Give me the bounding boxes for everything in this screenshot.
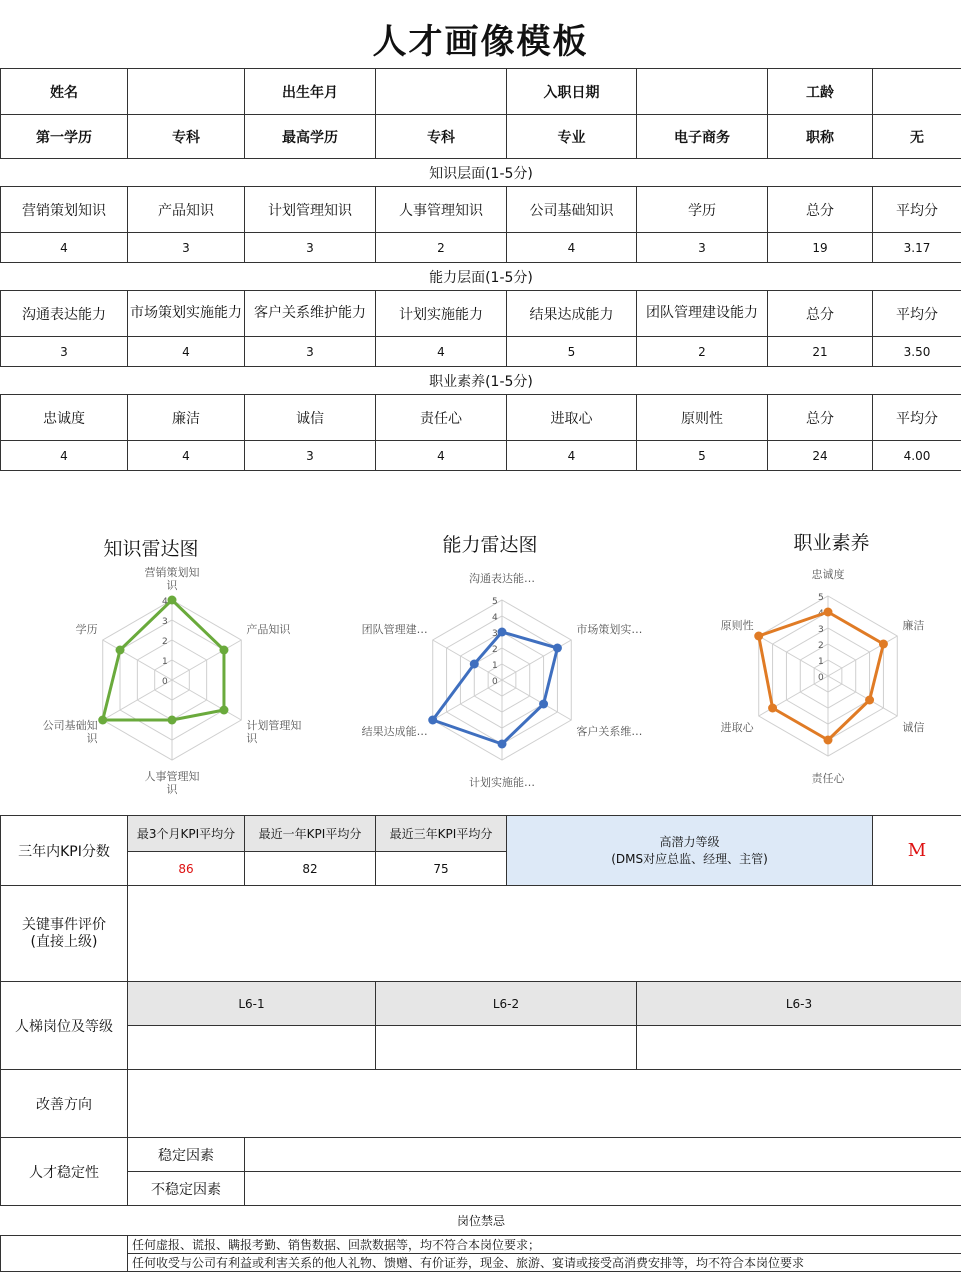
key-events-label (1, 886, 128, 982)
key-events-label-line2: (直接上级) (30, 933, 98, 950)
score-value[interactable]: 2 (637, 337, 768, 367)
column-header: 进取心 (507, 395, 637, 441)
field-value[interactable] (873, 69, 961, 115)
category-label: 诚信 (902, 721, 925, 734)
data-point (470, 660, 479, 669)
column-header: 忠诚度 (1, 395, 128, 441)
category-label: 客户关系维… (576, 725, 643, 738)
column-header: 廉洁 (128, 395, 245, 441)
field-value[interactable]: 电子商务 (637, 115, 768, 159)
field-label: 最高学历 (245, 115, 376, 159)
tick-label: 5 (492, 597, 498, 607)
score-value[interactable]: 3 (245, 337, 376, 367)
tick-label: 3 (818, 625, 824, 635)
category-label: 原则性 (720, 619, 754, 632)
category-label: 人事管理知识 (144, 770, 200, 796)
score-value[interactable]: 3.17 (873, 233, 961, 263)
tick-label: 1 (492, 661, 498, 671)
tick-label: 0 (492, 677, 498, 687)
field-label: 工龄 (768, 69, 873, 115)
section-header-row (1, 395, 961, 441)
ladder-field-1[interactable] (128, 1026, 376, 1070)
column-header: 市场策划实施能力 (128, 291, 245, 337)
ability-radar-chart (330, 510, 670, 805)
score-value[interactable]: 3 (245, 441, 376, 471)
score-value[interactable]: 4 (1, 233, 128, 263)
score-value[interactable]: 4 (507, 441, 637, 471)
score-value[interactable]: 3 (1, 337, 128, 367)
column-header: 总分 (768, 291, 873, 337)
tick-label: 0 (162, 677, 168, 687)
section-value-row (1, 441, 961, 471)
field-value[interactable] (376, 69, 507, 115)
field-label: 专业 (507, 115, 637, 159)
improve-field[interactable] (128, 1070, 961, 1138)
score-value[interactable]: 21 (768, 337, 873, 367)
kpi-value-3y: 75 (376, 852, 507, 886)
taboo-item-2: 任何收受与公司有利益或利害关系的他人礼物、馈赠、有价证券，现金、旅游、宴请或接受高消费安排等，均不符合本岗位要求 (128, 1254, 961, 1272)
score-value[interactable]: 4 (376, 441, 507, 471)
basic-info-row (1, 69, 961, 115)
stability-label: 人才稳定性 (1, 1138, 128, 1206)
score-value[interactable]: 5 (637, 441, 768, 471)
taboo-item-1: 任何虚报、谎报、瞒报考勤、销售数据、回款数据等，均不符合本岗位要求； (128, 1236, 961, 1254)
ladder-level-2: L6-2 (376, 982, 637, 1026)
radar-charts (0, 510, 961, 805)
tick-label: 4 (162, 597, 168, 607)
category-label: 公司基础知识 (42, 719, 98, 745)
tick-label: 2 (162, 637, 168, 647)
score-value[interactable]: 4 (128, 337, 245, 367)
tick-label: 2 (492, 645, 498, 655)
score-value[interactable]: 3.50 (873, 337, 961, 367)
data-point (768, 704, 777, 713)
chart-title: 能力雷达图 (442, 534, 538, 556)
kpi-label: 三年内KPI分数 (1, 816, 128, 886)
tick-label: 1 (818, 657, 824, 667)
data-point (754, 632, 763, 641)
page-title: 人才画像模板 (372, 22, 589, 62)
category-label: 学历 (75, 623, 98, 636)
column-header: 计划实施能力 (376, 291, 507, 337)
stable-factor-field[interactable] (245, 1138, 961, 1172)
tick-label: 0 (818, 673, 824, 683)
key-events-label-line1: 关键事件评价 (22, 916, 106, 933)
field-label: 姓名 (1, 69, 128, 115)
kpi-header-3m: 最3个月KPI平均分 (128, 816, 245, 852)
column-header: 客户关系维护能力 (245, 291, 376, 337)
section-header-row (1, 291, 961, 337)
ladder-level-1: L6-1 (128, 982, 376, 1026)
field-value[interactable]: 专科 (376, 115, 507, 159)
column-header: 总分 (768, 395, 873, 441)
field-label: 入职日期 (507, 69, 637, 115)
ladder-field-2[interactable] (376, 1026, 637, 1070)
field-label: 出生年月 (245, 69, 376, 115)
section-title: 职业素养(1-5分) (1, 367, 961, 395)
data-point (498, 628, 507, 637)
category-label: 计划管理知识 (246, 719, 302, 745)
professional-radar-chart (670, 510, 961, 805)
field-value[interactable]: 专科 (128, 115, 245, 159)
potential-value: M (873, 816, 961, 886)
category-label: 营销策划知识 (144, 566, 200, 592)
field-label: 职称 (768, 115, 873, 159)
ladder-field-3[interactable] (637, 1026, 961, 1070)
unstable-factor-label: 不稳定因素 (128, 1172, 245, 1206)
tick-label: 3 (492, 629, 498, 639)
chart-title: 职业素养 (793, 532, 870, 554)
data-point (168, 596, 177, 605)
data-point (865, 696, 874, 705)
kpi-value-3m: 86 (128, 852, 245, 886)
column-header: 总分 (768, 187, 873, 233)
score-value[interactable]: 4 (1, 441, 128, 471)
taboo-label-cell (1, 1236, 128, 1272)
potential-note: (DMS对应总监、经理、主管) (611, 851, 768, 866)
data-point (219, 646, 228, 655)
data-point (824, 736, 833, 745)
column-header: 诚信 (245, 395, 376, 441)
score-value[interactable]: 4 (376, 337, 507, 367)
kpi-header-1y: 最近一年KPI平均分 (245, 816, 376, 852)
column-header: 责任心 (376, 395, 507, 441)
column-header: 公司基础知识 (507, 187, 637, 233)
data-point (553, 644, 562, 653)
score-value[interactable]: 3 (128, 233, 245, 263)
field-value[interactable] (637, 69, 768, 115)
taboo-title: 岗位禁忌 (1, 1206, 961, 1236)
category-label: 忠诚度 (811, 568, 845, 581)
score-value[interactable]: 3 (245, 233, 376, 263)
section-title-row (1, 367, 961, 395)
score-value[interactable]: 24 (768, 441, 873, 471)
column-header: 沟通表达能力 (1, 291, 128, 337)
stable-factor-label: 稳定因素 (128, 1138, 245, 1172)
category-label: 廉洁 (902, 619, 925, 632)
data-point (498, 740, 507, 749)
field-value[interactable]: 无 (873, 115, 961, 159)
data-point (219, 706, 228, 715)
column-header: 结果达成能力 (507, 291, 637, 337)
key-events-field[interactable] (128, 886, 961, 982)
score-value[interactable]: 4 (507, 233, 637, 263)
data-point (168, 716, 177, 725)
tick-label: 5 (818, 593, 824, 603)
potential-level-cell (507, 816, 873, 886)
score-value[interactable]: 19 (768, 233, 873, 263)
score-value[interactable]: 3 (637, 233, 768, 263)
section-title-row (1, 159, 961, 187)
data-point (879, 640, 888, 649)
ladder-level-3: L6-3 (637, 982, 961, 1026)
tick-label: 2 (818, 641, 824, 651)
category-label: 团队管理建… (361, 623, 428, 636)
column-header: 学历 (637, 187, 768, 233)
category-label: 进取心 (720, 721, 754, 734)
column-header: 原则性 (637, 395, 768, 441)
kpi-header-3y: 最近三年KPI平均分 (376, 816, 507, 852)
field-label: 第一学历 (1, 115, 128, 159)
category-label: 结果达成能… (361, 725, 428, 738)
section-value-row (1, 233, 961, 263)
unstable-factor-field[interactable] (245, 1172, 961, 1206)
category-label: 沟通表达能… (469, 572, 535, 585)
column-header: 平均分 (873, 395, 961, 441)
column-header: 平均分 (873, 291, 961, 337)
knowledge-radar-chart (0, 510, 330, 805)
category-label: 计划实施能… (469, 776, 535, 789)
column-header: 营销策划知识 (1, 187, 128, 233)
score-value[interactable]: 4.00 (873, 441, 961, 471)
section-header-row (1, 187, 961, 233)
column-header: 团队管理建设能力 (637, 291, 768, 337)
field-value[interactable] (128, 69, 245, 115)
column-header: 产品知识 (128, 187, 245, 233)
column-header: 计划管理知识 (245, 187, 376, 233)
score-value[interactable]: 4 (128, 441, 245, 471)
evaluation-table (0, 815, 961, 1272)
basic-info-row (1, 115, 961, 159)
tick-label: 3 (162, 617, 168, 627)
tick-label: 1 (162, 657, 168, 667)
score-value[interactable]: 2 (376, 233, 507, 263)
tick-label: 4 (492, 613, 498, 623)
category-label: 市场策划实… (576, 623, 643, 636)
kpi-value-1y: 82 (245, 852, 376, 886)
category-label: 责任心 (811, 772, 845, 785)
data-point (98, 716, 107, 725)
data-point (539, 700, 548, 709)
section-title-row (1, 263, 961, 291)
profile-table (0, 68, 961, 471)
data-point (428, 716, 437, 725)
data-point (116, 646, 125, 655)
ladder-label: 人梯岗位及等级 (1, 982, 128, 1070)
section-title: 能力层面(1-5分) (1, 263, 961, 291)
data-point (824, 608, 833, 617)
section-title: 知识层面(1-5分) (1, 159, 961, 187)
axis-spoke (502, 680, 571, 720)
column-header: 平均分 (873, 187, 961, 233)
section-value-row (1, 337, 961, 367)
chart-title: 知识雷达图 (103, 538, 199, 560)
tick-label: 4 (818, 609, 824, 619)
axis-spoke (828, 676, 897, 716)
score-value[interactable]: 5 (507, 337, 637, 367)
column-header: 人事管理知识 (376, 187, 507, 233)
category-label: 产品知识 (246, 623, 291, 636)
improve-label: 改善方向 (1, 1070, 128, 1138)
potential-title: 高潜力等级 (659, 834, 720, 849)
